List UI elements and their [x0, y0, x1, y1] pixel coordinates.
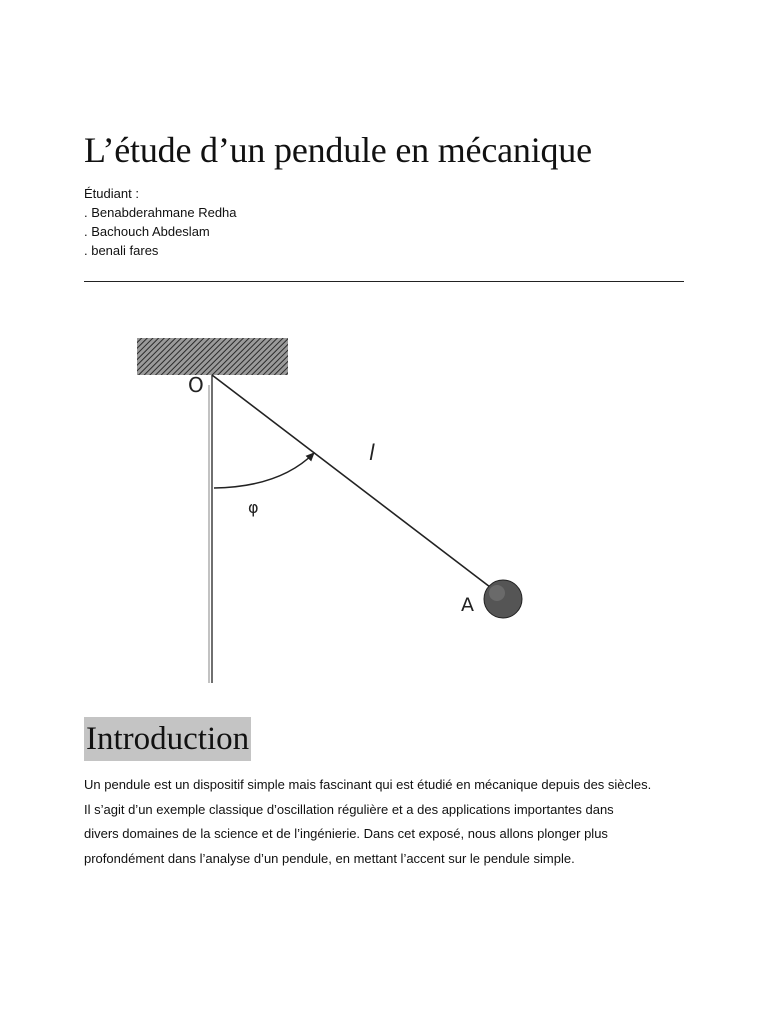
pendulum-figure: [120, 325, 540, 690]
label-mass: A: [461, 594, 474, 616]
student-name: . Benabderahmane Redha: [84, 205, 237, 220]
pendulum-bob-highlight: [489, 585, 505, 601]
angle-arc: [214, 453, 314, 488]
horizontal-rule: [84, 281, 684, 282]
students-block: [84, 184, 237, 260]
pendulum-string: [212, 375, 490, 587]
introduction-heading: Introduction: [84, 717, 251, 761]
paragraph-line: divers domaines de la science et de l’ingénierie. Dans cet exposé, nous allons plonger plus: [84, 826, 608, 841]
document-title: L’étude d’un pendule en mécanique: [84, 130, 592, 170]
paragraph-line: Un pendule est un dispositif simple mais fascinant qui est étudié en mécanique depuis des siècles.: [84, 777, 652, 792]
paragraph-line: Il s’agit d’un exemple classique d’oscillation régulière et a des applications importantes dans: [84, 801, 614, 817]
pendulum-bob: [484, 580, 522, 618]
student-name: . benali fares: [84, 243, 159, 258]
label-angle: φ: [248, 498, 259, 517]
students-label: Étudiant :: [84, 186, 139, 201]
label-length: l: [369, 441, 375, 465]
ceiling-support: [137, 338, 288, 375]
paragraph-line: profondément dans l’analyse d’un pendule, en mettant l’accent sur le pendule simple.: [84, 850, 575, 866]
introduction-paragraph: [84, 773, 694, 871]
student-name: . Bachouch Abdeslam: [84, 224, 210, 239]
pendulum-diagram: [120, 325, 540, 690]
label-pivot: O: [188, 373, 204, 397]
